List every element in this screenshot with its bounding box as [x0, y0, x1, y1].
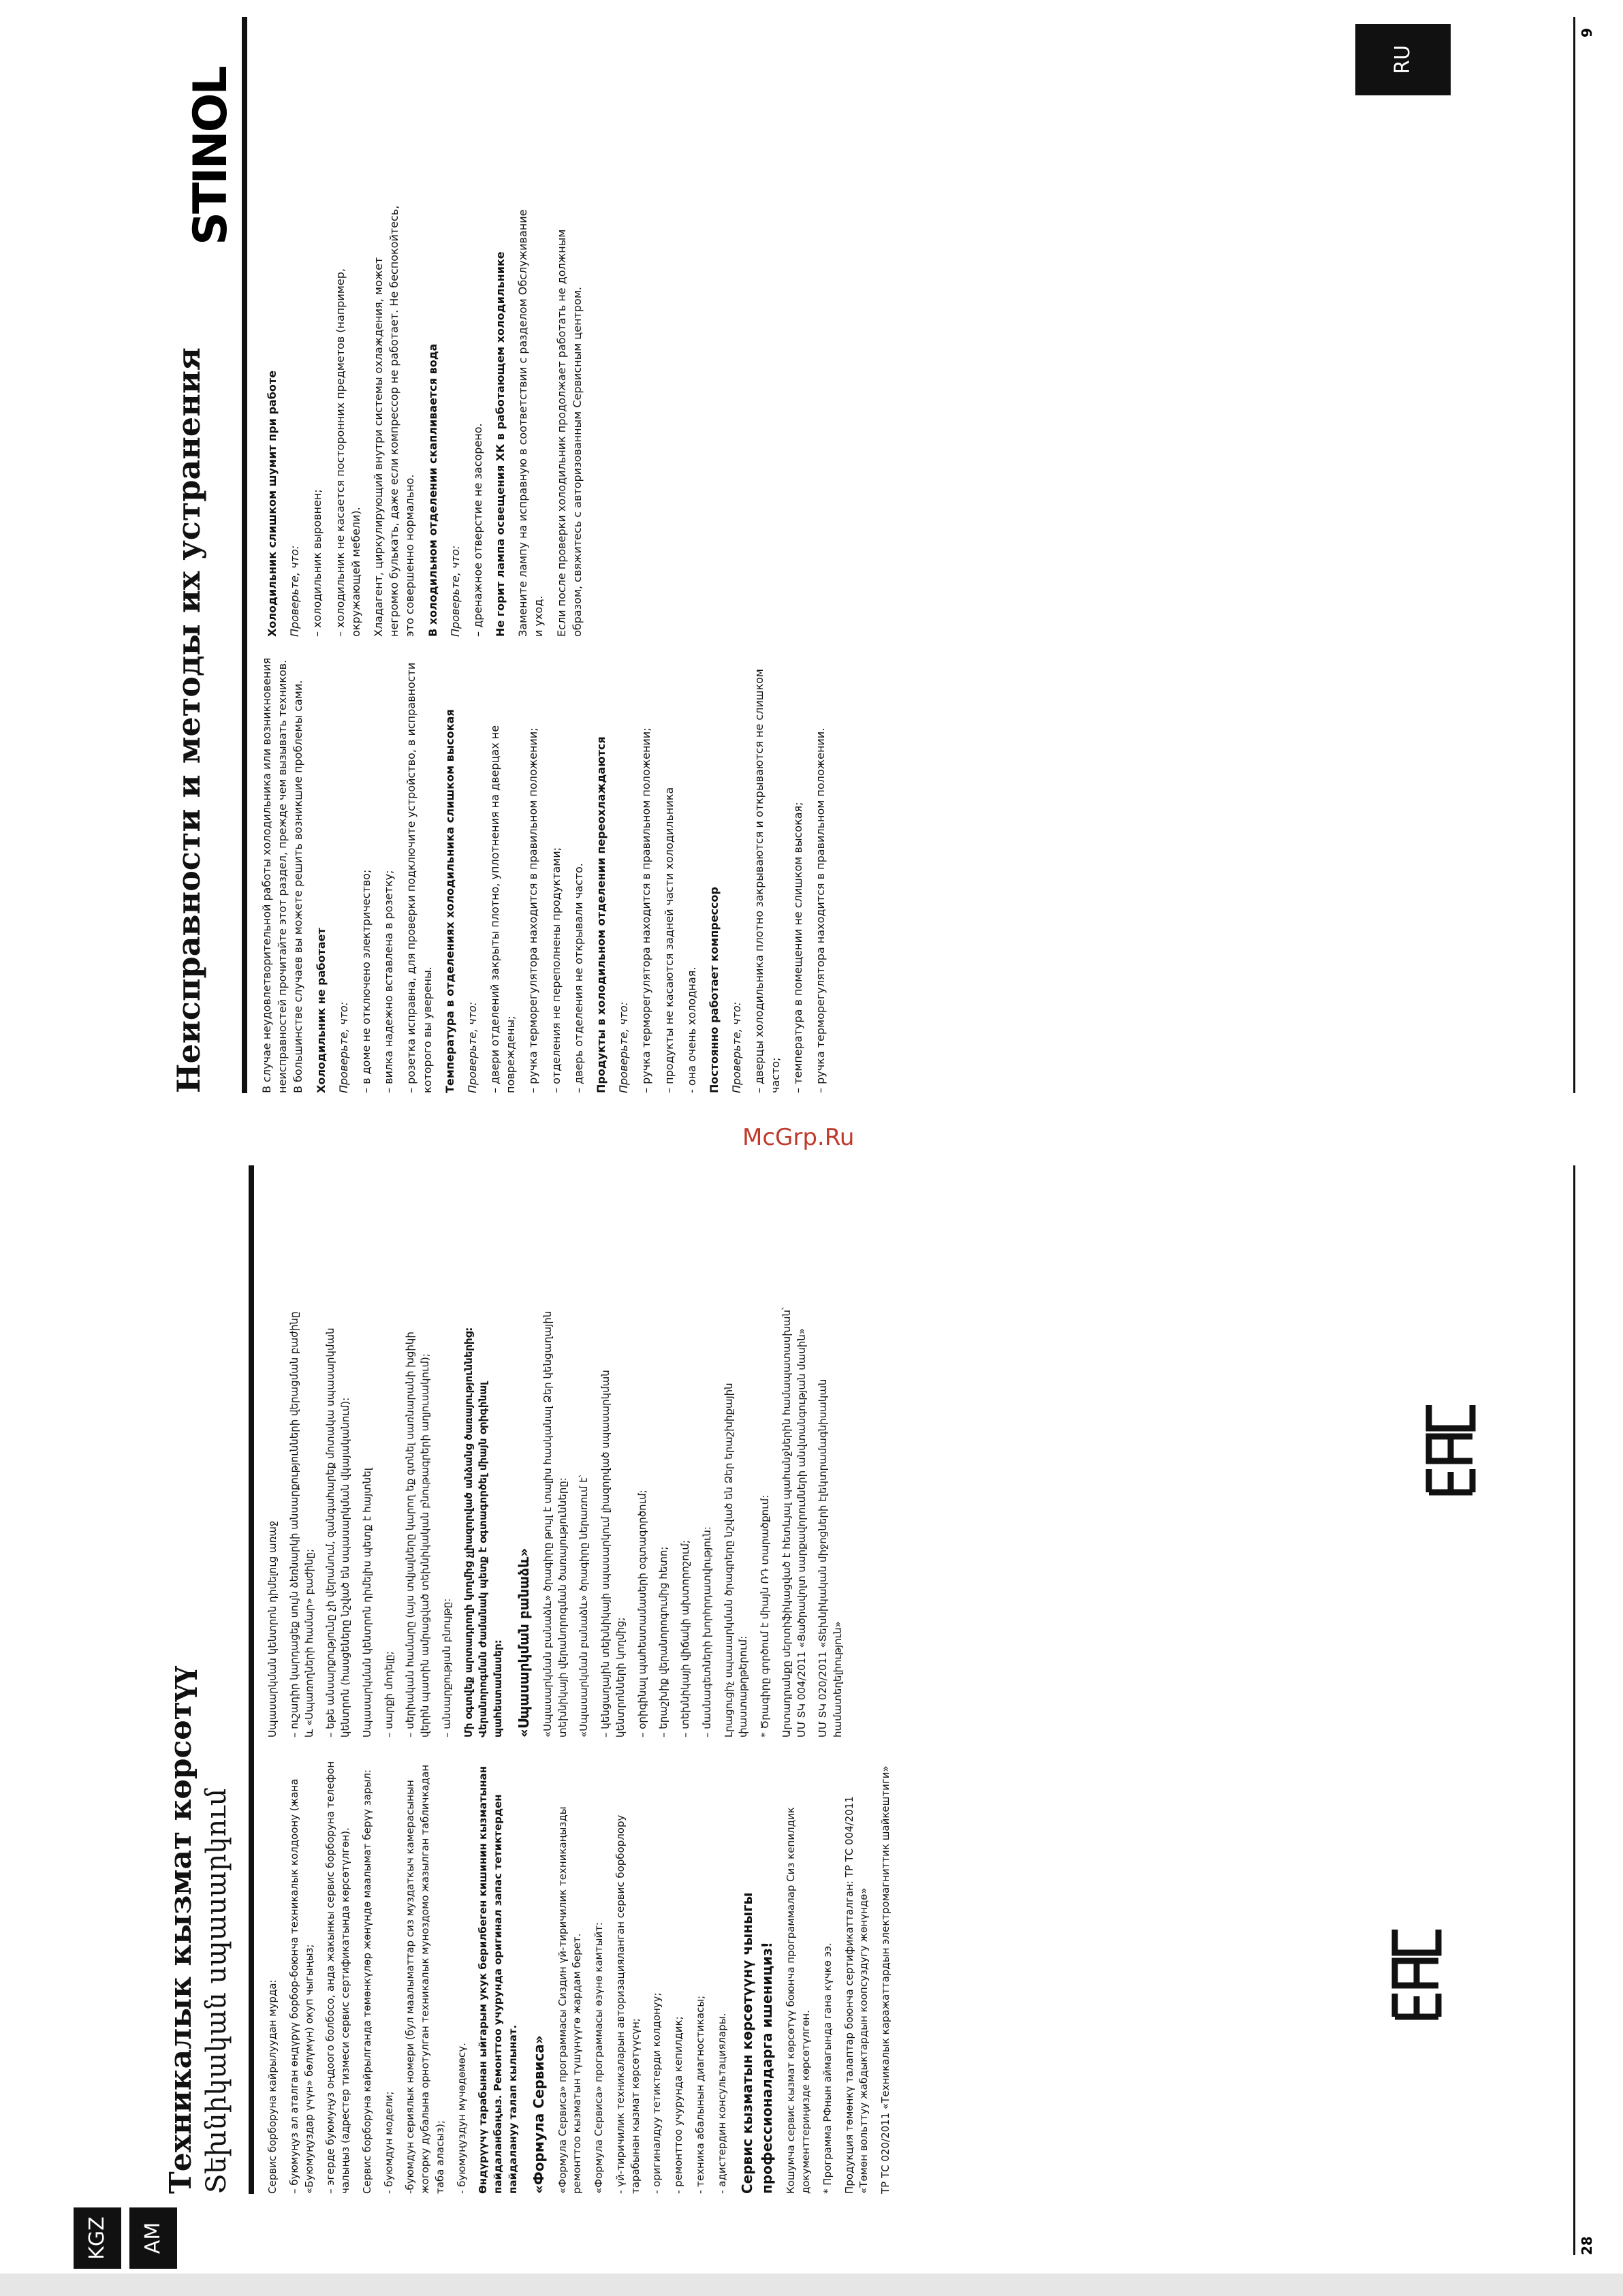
kgz-p5: - буюмдун модели;: [382, 2091, 395, 2194]
ru-s1-l1: – в доме не отключено электричество;: [359, 869, 373, 1093]
ru-s5-check: Проверьте, что:: [288, 545, 302, 637]
eac-mark-kgz: [1389, 1921, 1444, 2024]
ru-s2-check: Проверьте, что:: [465, 1001, 479, 1093]
ru-s5-l2: – холодильник не касается посторонних предметов (например, окружающей мебели).: [333, 268, 362, 637]
ru-column-2: [259, 201, 592, 637]
ru-s3-title: Продукты в холодильном отделении переохлаждаются: [595, 736, 608, 1093]
ru-s3-l3: - она очень холодная.: [684, 966, 698, 1093]
scan-bottom-strip: [0, 2274, 1623, 2296]
ru-s1-check: Проверьте, что:: [336, 1001, 350, 1093]
kgz-column: [266, 1758, 900, 2194]
am-p8: «Սպասարկման բանաձև» ծրագիրը թույլ է տալիս հասկանալ Ձեր կենցաղային տեխնիկայի վերանորոգման ծառայությունները:: [541, 1310, 569, 1737]
am-p18: ՄՄ ՏԿ 020/2011 «Տեխնիկական միջոցների էլեկտրամագնիսական համատեղելիություն»: [817, 1379, 844, 1737]
am-p17: Արտադրանքը սերտիֆիկացված է հետևյալ պահանջներին համապատասխան՝ ՄՄ ՏԿ 004/2011 «Ցածրավոլտ սարքավորումների անվտանգության մասին»: [780, 1307, 808, 1737]
title-kgz: Техникалык кызмат көрсөтүү: [163, 1666, 198, 2194]
ru-s1-l2: – вилка надежно вставлена в розетку;: [382, 870, 396, 1093]
language-tag-ru: RU: [1355, 24, 1451, 95]
ru-intro: В случае неудовлетворительной работы холодильника или возникновения неисправностей прочитайте этот раздел, прежде чем вызывать техников. В большинстве случаев вы можете решить возникшие проблемы сами.: [260, 657, 305, 1093]
am-p13: – տեխնիկայի վիճակի ախտորոշում;: [679, 1540, 691, 1737]
kgz-p8: «Формула Сервиса» программасы Сиздин үй-тиричилик техникаңызды ремонттоо кызматын түшүнүүгө жардам берет.: [556, 1806, 584, 2194]
ru-column-1: [259, 657, 835, 1093]
ru-s2-title: Температура в отделениях холодильника слишком высокая: [443, 709, 456, 1093]
ru-s8-p: Если после проверки холодильник продолжает работать не должным образом, свяжитесь с авторизованным Сервисным центром.: [554, 229, 584, 637]
am-p6: – սերիական համարը (այս տվյալները կարող եք գտնել սառնարանի խցիկի վերին պատին ամրացված տեխնիկական բնութագրերի աղյուսակում);: [404, 1332, 431, 1737]
am-p14: – մասնագետների խորհրդատվություն:: [700, 1526, 713, 1737]
kgz-p16: * Программа РФнын аймагында гана күчкө ээ.: [821, 1943, 834, 2194]
title-rule-right: [242, 17, 247, 1093]
am-p11: – օրիգինալ պահեստամասերի օգտագործում;: [635, 1490, 648, 1737]
am-p2: – ուշադիր կարդացեք սույն ձեռնարկի անսարքությունների վերացման բաժինը և «Սպառողների համար» բաժինը;: [287, 1311, 315, 1737]
title-ru: Неисправности и методы их устранения: [170, 347, 207, 1093]
ru-s6-title: В холодильном отделении скапливается вода: [426, 343, 439, 637]
ru-s2-l3: – отделения не переполнены продуктами;: [549, 847, 563, 1093]
am-p12: – երաշխիք վերանորոգումից հետո;: [657, 1546, 670, 1737]
ru-s4-l3: – ручка терморегулятора находится в правильном положении.: [813, 727, 827, 1093]
am-column: [266, 1302, 853, 1737]
title-am: Տեխնիկական սպասարկում: [201, 1788, 232, 2194]
ru-s6-l1: – дренажное отверстие не засорено.: [471, 423, 484, 637]
ru-s3-l1: – ручка терморегулятора находится в правильном положении;: [640, 727, 653, 1093]
kgz-p7: - буюмуңуздун мүчөдөмөсү.: [455, 2043, 468, 2194]
kgz-p10: - үй-тиричилик техникаларын авторизацияланган сервис борборлору тарабынан кызмат көрсөтүүсүн;: [614, 1814, 642, 2194]
ru-s4-l1: – дверцы холодильника плотно закрываются и открываются не слишком часто;: [753, 669, 782, 1093]
page-left: [0, 1148, 1623, 2296]
footer-rule-left: [1573, 1165, 1575, 2255]
kgz-p4: Сервис борборуна кайрылганда төмөнкүлөр жөнүндө маалымат берүү зарыл:: [360, 1769, 373, 2194]
language-tag-kgz: KGZ: [74, 2207, 121, 2269]
ru-s2-l2: – ручка терморегулятора находится в правильном положении;: [526, 727, 540, 1093]
am-p16: * Ծրագիրը գործում է միայն ՌԴ տարածքում:: [759, 1494, 771, 1737]
ru-s2-l1: – двери отделений закрыты плотно, уплотнения на дверцах не повреждены;: [488, 725, 518, 1093]
am-p4: Սպասարկման կենտրոն դիմելիս պետք է հայտնել: [360, 1468, 373, 1737]
am-p5: – սարքի մոդելը;: [382, 1651, 395, 1737]
language-tag-am: AM: [129, 2207, 177, 2269]
ru-s1-title: Холодильник не работает: [314, 928, 328, 1093]
kgz-p9: «Формула Сервиса» программасы өзүнө камтыйт:: [593, 1922, 605, 2194]
footer-rule-right: [1573, 17, 1575, 1093]
ru-s5-title: Холодильник слишком шумит при работе: [266, 371, 279, 637]
kgz-p13: - техника абалынын диагностикасы;: [693, 1995, 706, 2194]
ru-s6-check: Проверьте, что:: [448, 545, 462, 637]
ru-s4-l2: – температура в помещении не слишком высокая;: [791, 802, 804, 1093]
kgz-formula-heading: «Формула Сервиса»: [530, 2035, 547, 2194]
kgz-p6: -буюмдун сериялык номери (бул маалыматтар сиз муздаткыч камерасынын жогорку дубалына орнотулган техникалык муноздомо жазылган табличкадан таба аласыз);: [404, 1764, 446, 2194]
am-p3: – եթե անսարքությունը չի վերանում, զանգահարեք մոտակա սպասարկման կենտրոն (հասցեները նշված են սպասարկման վկայականում):: [324, 1327, 351, 1737]
ru-s4-title: Постоянно работает компрессор: [707, 887, 721, 1093]
kgz-p18: ТР ТС 020/2011 «Техникалык каражаттардын электромагниттик шайкештиги»: [879, 1765, 892, 2194]
am-p10: – կենցաղային տեխնիկայի սպասարկում լիազորված սպասարկման կենտրոնների կողմից;: [599, 1370, 627, 1737]
stinol-logo: STINOL: [184, 67, 238, 245]
title-rule-left: [249, 1165, 254, 2194]
eac-mark-am: [1423, 1397, 1478, 1499]
am-p15: Լրացուցիչ սպասարկման ծրագրերը նշված են Ձեր երաշխիքային փաստաթղթերում:: [722, 1383, 750, 1737]
ru-s2-l4: – дверь отделения не открывали часто.: [571, 863, 585, 1093]
page-number-right: 9: [1579, 28, 1595, 37]
kgz-p1: Сервис борборуна кайрылуудан мурда:: [266, 1979, 279, 2194]
ru-s7-p: Замените лампу на исправную в соответствии с разделом Обслуживание и уход.: [516, 209, 546, 637]
ru-s5-p: Хладагент, циркулирующий внутри системы охлаждения, может негромко булькать, даже если компрессор не работает. Не беспокойтесь, это совершенно нормально.: [371, 205, 417, 637]
watermark: McGrp.Ru: [742, 1124, 855, 1151]
am-p1: Սպասարկման կենտրոն դիմելուց առաջ: [266, 1520, 279, 1737]
kgz-trust-heading: Сервис кызматын көрсөтүүнү чыныгы профессионалдарга ишенициз!: [739, 1892, 776, 2194]
kgz-warning: Өндүрүүчү тарабынан ыйгарым укук берилбеген кишинин кызматынан пайдаланбаңыз. Ремонттоо учурунда оригинал запас тетиктерден пайдалануу талап кылынат.: [477, 1765, 519, 2194]
page-number-left: 28: [1579, 2236, 1595, 2255]
kgz-p11: - оригиналдуу тетиктерди колдонуу;: [650, 1992, 663, 2194]
kgz-p15: Кошумча сервис кызмат көрсөтүү боюнча программалар Сиз кепилдик документтериңизде көрсөтүлгөн.: [785, 1807, 812, 2194]
am-formula-heading: «Սպասարկման բանաձև»: [515, 1547, 532, 1737]
ru-s1-l3: – розетка исправна, для проверки подключите устройство, в исправности которого вы уверены.: [405, 662, 434, 1093]
ru-s3-l2: – продукты не касаются задней части холодильника: [662, 787, 676, 1093]
ru-s7-title: Не горит лампа освещения ХК в работающем холодильнике: [494, 251, 507, 637]
kgz-p12: - ремонттоо учурунда кепилдик;: [672, 2016, 684, 2194]
kgz-p3: – эгерде буюмуңуз оңдоого болбосо, анда жакынкы сервис борборуна телефон чалыңыз (адрестер тизмеси сервис сертификатында көрсөтүлгөн).: [324, 1761, 351, 2194]
kgz-p14: - адистердин консультациялары.: [715, 2013, 728, 2194]
am-p7: – անսարքության բնույթը:: [440, 1598, 453, 1737]
kgz-p17: Продукция төмөнкү талаптар боюнча сертификатталган: ТР ТС 004/2011 «Төмөн вольттуу жабдыктардын коопсуздугу жөнүндө»: [842, 1796, 870, 2194]
kgz-p2: – буюмуңуз ал аталган өндүрүү борбор-боюнча техникалык колдоону (жана «Буюмуңуздар үчүн» бөлүмүн) окуп чыгыңыз;: [287, 1778, 315, 2194]
ru-s5-l1: – холодильник выровнен;: [311, 489, 324, 637]
ru-s4-check: Проверьте, что:: [730, 1001, 744, 1093]
am-warning: Մի օգտվեք արտադրողի կողմից չլիազորված անձանց ծառայություններից: Վերանորոգման ժամանակ պետք է օգտագործել միայն օրիգինալ պահեստամասեր:: [462, 1327, 504, 1737]
ru-s3-check: Проверьте, что:: [617, 1001, 631, 1093]
am-p9: «Սպասարկման բանաձև» ծրագիրը ներառում է՝: [578, 1475, 590, 1737]
